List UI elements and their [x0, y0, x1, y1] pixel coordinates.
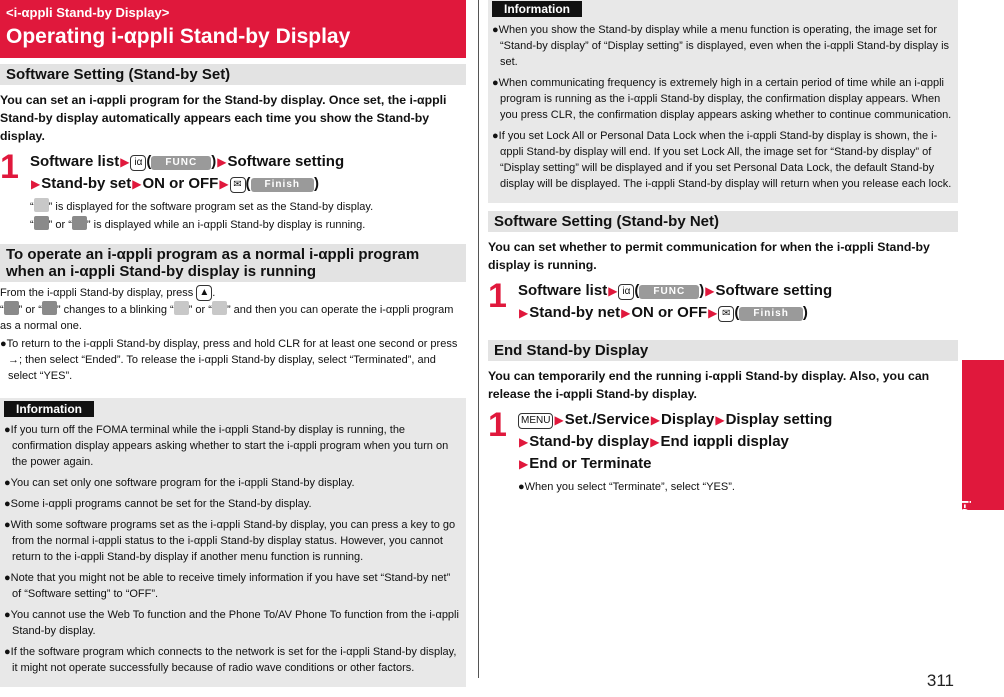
body-text: “ ” or “ ” changes to a blinking “ ” or “ ” and then you can operate the i-αppli program as a normal one. — [0, 301, 466, 334]
info-bullet: ●If you set Lock All or Personal Data Lock when the i-αppli Stand-by display is shown, the i-αppli Stand-by display will end. If you set Lock All, the image set for “Stand-by display” of “Display setting” will be displayed and if you set Personal Data Lock, the default Stand-by display will be displayed. The i-αppli Stand-by display will return when you release each lock. — [492, 130, 952, 190]
section-heading-normal-operation: To operate an i-αppli program as a normal i-αppli program when an i-αppli Stand-by display is running — [0, 244, 466, 282]
stand-by-set-icon — [34, 198, 49, 212]
section-intro: You can set whether to permit communication for when the i-αppli Stand-by display is running. — [488, 240, 930, 272]
section-heading-stand-by-net: Software Setting (Stand-by Net) — [488, 211, 958, 232]
info-bullet: ●Note that you might not be able to receive timely information if you have set “Stand-by net” of “Software setting” to “OFF”. — [4, 572, 451, 600]
arrow-right-icon: ▶ — [554, 413, 564, 427]
page-subtitle: <i-αppli Stand-by Display> — [6, 5, 170, 20]
column-divider — [478, 0, 479, 678]
info-bullet: ●You cannot use the Web To function and the Phone To/AV Phone To function from the i-αppli Stand-by display. — [4, 609, 459, 637]
stand-by-running-icon — [72, 216, 87, 230]
arrow-right-icon: ▶ — [621, 306, 631, 320]
arrow-right-icon: ▶ — [715, 413, 725, 427]
arrow-right-icon: ▶ — [31, 177, 41, 191]
bullet-item: ●To return to the i-αppli Stand-by display, press and hold CLR for at least one second or press →; then select “Ended”. To release the i-αppli Stand-by display, select “Terminated”, and select “YES”. — [0, 338, 458, 382]
information-box — [0, 398, 466, 687]
chapter-tab-label: i-αppli/i-Widget — [958, 500, 974, 602]
func-softkey: FUNC — [639, 285, 699, 299]
blinking-icon — [174, 301, 189, 315]
finish-softkey: Finish — [739, 307, 802, 321]
step-note: “ ” or “ ” is displayed while an i-αppli Stand-by display is running. — [30, 216, 466, 234]
info-bullet: ●With some software programs set as the i-αppli Stand-by display, you can press a key to go from the normal i-αppli status to the i-αppli Stand-by display status. However, you cannot return to the i-αppli Stand-by display if another menu function is running. — [4, 519, 456, 563]
step-text: Software list — [518, 282, 608, 299]
step-text: Software setting — [227, 153, 345, 170]
arrow-right-icon: ▶ — [132, 177, 142, 191]
left-column — [0, 0, 466, 687]
step-text: Set./Service — [564, 411, 650, 428]
blinking-running-icon — [212, 301, 227, 315]
up-key: ▲ — [196, 285, 212, 301]
procedure-step: 1 Software list▶ iα ( FUNC )▶Software setting ▶Stand-by set▶ON or OFF▶ ✉ ( Finish ) “ ” is displayed for the software program set as the Stand-by display. “ ” or “ ” is displayed while an i-αppli Stand-by display is running. — [0, 151, 466, 234]
arrow-right-icon: ▶ — [705, 284, 715, 298]
step-text: Software setting — [715, 282, 833, 299]
func-softkey: FUNC — [151, 156, 211, 170]
info-bullet: ●When communicating frequency is extremely high in a certain period of time while an i-αppli program is running as the i-αppli Stand-by display, the confirmation display appears. When you press CLR, the confirmation display appears asking whether to continue communication. — [492, 77, 952, 121]
mail-key: ✉ — [230, 177, 246, 193]
procedure-step: 1 Software list▶ iα ( FUNC )▶Software setting ▶Stand-by net▶ON or OFF▶ ✉ ( Finish ) — [488, 277, 833, 321]
procedure-step — [488, 406, 958, 495]
body-text: From the i-αppli Stand-by display, press ▲ . — [0, 287, 216, 299]
finish-softkey: Finish — [251, 178, 314, 192]
info-bullet: ●When you show the Stand-by display while a menu function is operating, the image set for “Stand-by display” of “Display setting” is displayed, even when the i-αppli Stand-by display is set. — [492, 24, 950, 68]
information-box — [488, 0, 958, 203]
step-text: End or Terminate — [529, 455, 652, 472]
step-text: Software list — [30, 153, 120, 170]
menu-key: MENU — [518, 413, 553, 429]
section-heading-stand-by-set: Software Setting (Stand-by Set) — [0, 64, 466, 85]
arrow-right-icon: ▶ — [217, 155, 227, 169]
arrow-right-icon: ▶ — [650, 435, 660, 449]
page-number: 311 — [926, 671, 954, 690]
arrow-right-icon: ▶ — [120, 155, 130, 169]
page-title-bar — [0, 0, 466, 58]
arrow-right-icon: ▶ — [608, 284, 618, 298]
stand-by-icon — [34, 216, 49, 230]
step-number: 1 — [488, 277, 507, 315]
step-text: End iαppli display — [660, 433, 789, 450]
stand-by-icon — [4, 301, 19, 315]
step-text: Stand-by set — [41, 175, 132, 192]
stand-by-running-icon — [42, 301, 57, 315]
section-intro: You can set an i-αppli program for the Stand-by display. Once set, the i-αppli Stand-by display automatically appears each time you show the Stand-by display. — [0, 93, 447, 143]
step-text: ON or OFF — [142, 175, 219, 192]
step-text: Display — [660, 411, 715, 428]
section-intro: You can temporarily end the running i-αppli Stand-by display. Also, you can release the i-αppli Stand-by display. — [488, 369, 930, 401]
step-text: Display setting — [725, 411, 833, 428]
right-column — [488, 0, 958, 495]
info-bullet: ●If you turn off the FOMA terminal while the i-αppli Stand-by display is running, the confirmation display appears asking whether to start the i-αppli program when you turn on the power again. — [4, 424, 449, 468]
arrow-right-icon: ▶ — [708, 306, 718, 320]
chapter-side-tab — [958, 360, 1004, 602]
information-label: Information — [4, 401, 94, 417]
section-heading-end-stand-by: End Stand-by Display — [488, 340, 958, 361]
step-note: ●When you select “Terminate”, select “YES”. — [518, 481, 735, 493]
step-number: 1 — [0, 148, 19, 186]
information-label: Information — [492, 1, 582, 17]
arrow-right-icon: ▶ — [650, 413, 660, 427]
mail-key: ✉ — [718, 306, 734, 322]
i-appli-key: iα — [618, 284, 634, 300]
arrow-right-icon: ▶ — [219, 177, 229, 191]
step-text: Stand-by display — [529, 433, 650, 450]
i-appli-key: iα — [130, 155, 146, 171]
step-number: 1 — [488, 406, 507, 444]
step-text: Stand-by net — [529, 304, 621, 321]
arrow-right-icon: ▶ — [519, 435, 529, 449]
step-text: ON or OFF — [631, 304, 708, 321]
info-bullet: ●Some i-αppli programs cannot be set for the Stand-by display. — [4, 498, 312, 510]
info-bullet: ●You can set only one software program for the i-αppli Stand-by display. — [4, 477, 355, 489]
page-title: Operating i-αppli Stand-by Display — [6, 25, 351, 48]
arrow-right-icon: ▶ — [519, 306, 529, 320]
arrow-right-icon: ▶ — [519, 457, 529, 471]
step-note: “ ” is displayed for the software program set as the Stand-by display. — [30, 198, 466, 216]
info-bullet: ●If the software program which connects to the network is set for the i-αppli Stand-by display, it might not operate successfully because of radio wave conditions or other factors. — [4, 646, 457, 674]
